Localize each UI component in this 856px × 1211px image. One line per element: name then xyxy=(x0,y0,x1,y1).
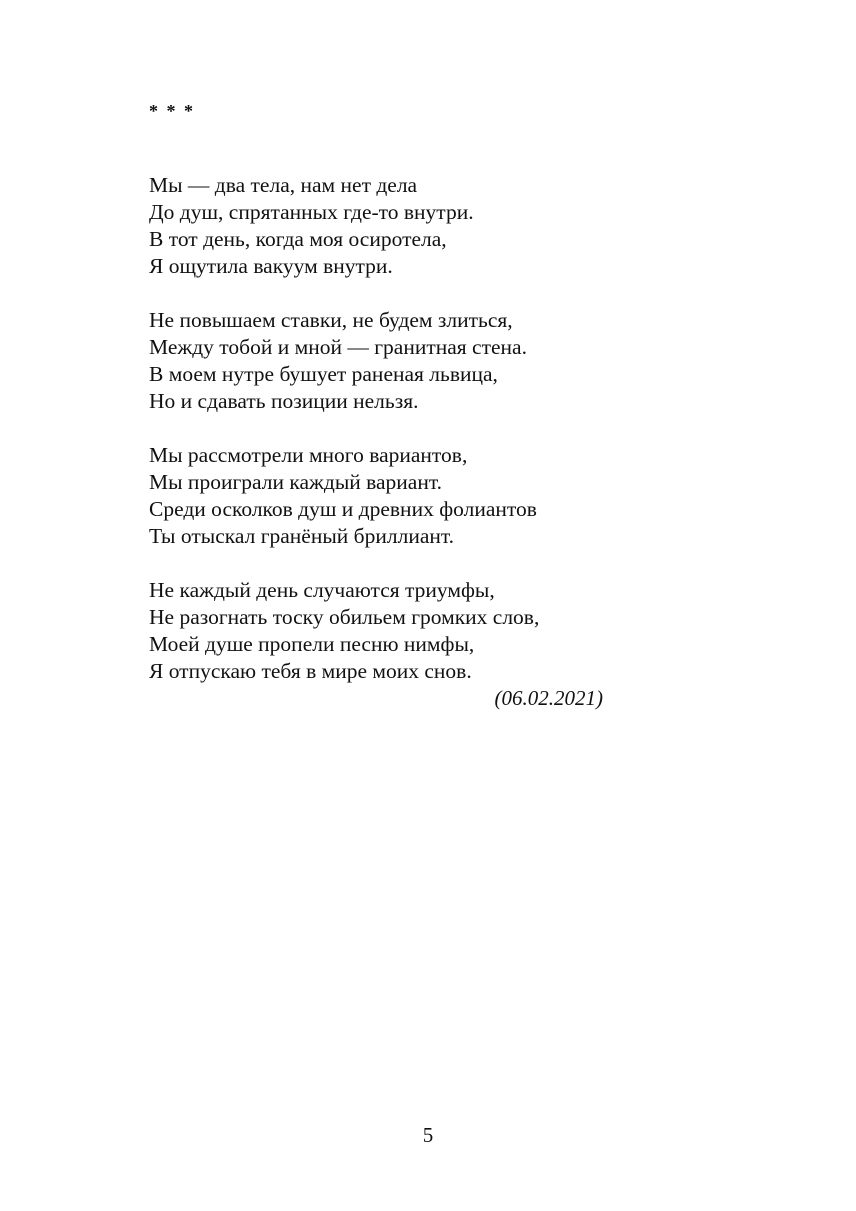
poem-line: В моем нутре бушует раненая львица, xyxy=(149,362,498,386)
poem-line: Ты отыскал гранёный бриллиант. xyxy=(149,524,455,548)
stanza-3 xyxy=(149,442,609,550)
poem-line: Я ощутила вакуум внутри. xyxy=(149,254,393,278)
poem-line: Не повышаем ставки, не будем злиться, xyxy=(149,308,513,332)
poem-line: Мы проиграли каждый вариант. xyxy=(149,470,443,494)
stanza-4 xyxy=(149,577,609,685)
poem-line: Но и сдавать позиции нельзя. xyxy=(149,389,419,413)
poem-line: Не разогнать тоску обильем громких слов, xyxy=(149,605,540,629)
poem-line: Между тобой и мной — гранитная стена. xyxy=(149,335,527,359)
page-number: 5 xyxy=(422,1123,434,1147)
poem-separator: * * * xyxy=(149,101,195,121)
stanza-1 xyxy=(149,172,609,280)
poem-line: В тот день, когда моя осиротела, xyxy=(149,227,447,251)
poem-line: Я отпускаю тебя в мире моих снов. xyxy=(149,659,472,683)
poem-date: (06.02.2021) xyxy=(494,686,603,710)
poem-line: Моей душе пропели песню нимфы, xyxy=(149,632,475,656)
poem-line: До душ, спрятанных где-то внутри. xyxy=(149,200,474,224)
poem xyxy=(149,98,609,712)
poem-line: Не каждый день случаются триумфы, xyxy=(149,578,495,602)
poem-line: Мы — два тела, нам нет дела xyxy=(149,173,418,197)
poem-line: Среди осколков душ и древних фолиантов xyxy=(149,497,537,521)
poem-line: Мы рассмотрели много вариантов, xyxy=(149,443,468,467)
stanza-2 xyxy=(149,307,609,415)
